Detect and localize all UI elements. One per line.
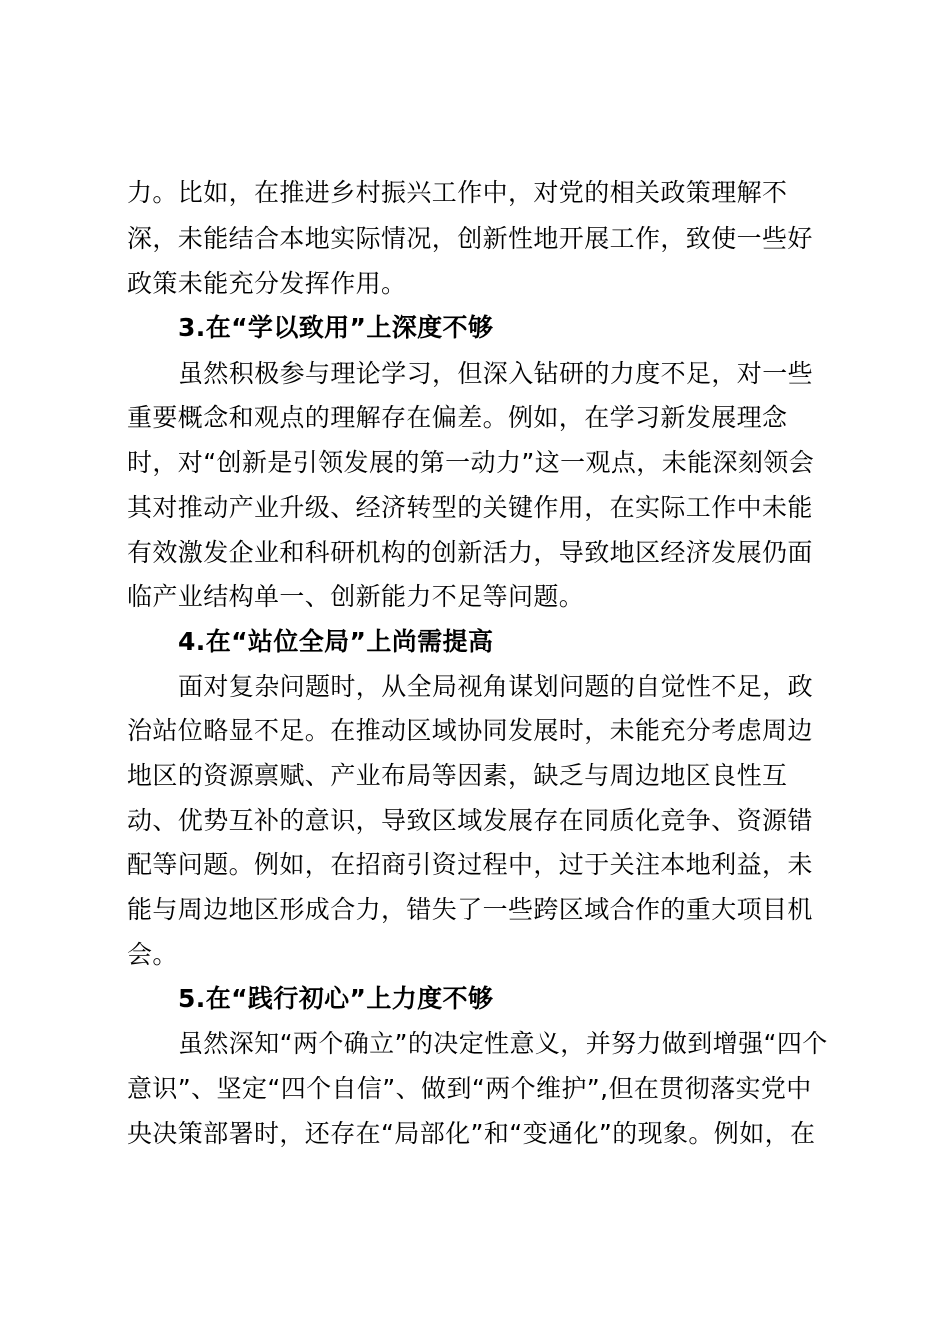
paragraph-line: 深，未能结合本地实际情况，创新性地开展工作，致使一些好 xyxy=(127,224,813,253)
paragraph-line: 能与周边地区形成合力，错失了一些跨区域合作的重大项目机 xyxy=(127,895,813,924)
paragraph-line: 力。比如，在推进乡村振兴工作中，对党的相关政策理解不 xyxy=(127,178,788,207)
paragraph-line: 地区的资源禀赋、产业布局等因素，缺乏与周边地区良性互 xyxy=(127,761,788,790)
section-heading-5: 5.在“践行初心”上力度不够 xyxy=(178,984,494,1013)
paragraph-line: 治站位略显不足。在推动区域协同发展时，未能充分考虑周边 xyxy=(127,716,813,745)
paragraph-line: 央决策部署时，还存在“局部化”和“变通化”的现象。例如，在 xyxy=(127,1119,816,1148)
paragraph-line: 会。 xyxy=(127,940,178,969)
paragraph-line: 有效激发企业和科研机构的创新活力，导致地区经济发展仍面 xyxy=(127,538,813,567)
paragraph-line: 重要概念和观点的理解存在偏差。例如，在学习新发展理念 xyxy=(127,403,788,432)
paragraph-line: 意识”、坚定“四个自信”、做到“两个维护”,但在贯彻落实党中 xyxy=(127,1074,812,1103)
section-heading-3: 3.在“学以致用”上深度不够 xyxy=(178,313,494,342)
paragraph-line: 政策未能充分发挥作用。 xyxy=(127,269,407,298)
paragraph-line: 动、优势互补的意识，导致区域发展存在同质化竞争、资源错 xyxy=(127,806,813,835)
paragraph-line: 面对复杂问题时，从全局视角谋划问题的自觉性不足，政 xyxy=(178,672,814,701)
paragraph-line: 时，对“创新是引领发展的第一动力”这一观点，未能深刻领会 xyxy=(127,448,815,477)
paragraph-line: 其对推动产业升级、经济转型的关键作用，在实际工作中未能 xyxy=(127,493,813,522)
paragraph-line: 临产业结构单一、创新能力不足等问题。 xyxy=(127,582,585,611)
paragraph-line: 虽然深知“两个确立”的决定性意义，并努力做到增强“四个 xyxy=(178,1029,828,1058)
section-heading-4: 4.在“站位全局”上尚需提高 xyxy=(178,627,494,656)
paragraph-line: 配等问题。例如，在招商引资过程中，过于关注本地利益，未 xyxy=(127,850,813,879)
paragraph-line: 虽然积极参与理论学习，但深入钻研的力度不足，对一些 xyxy=(178,359,814,388)
